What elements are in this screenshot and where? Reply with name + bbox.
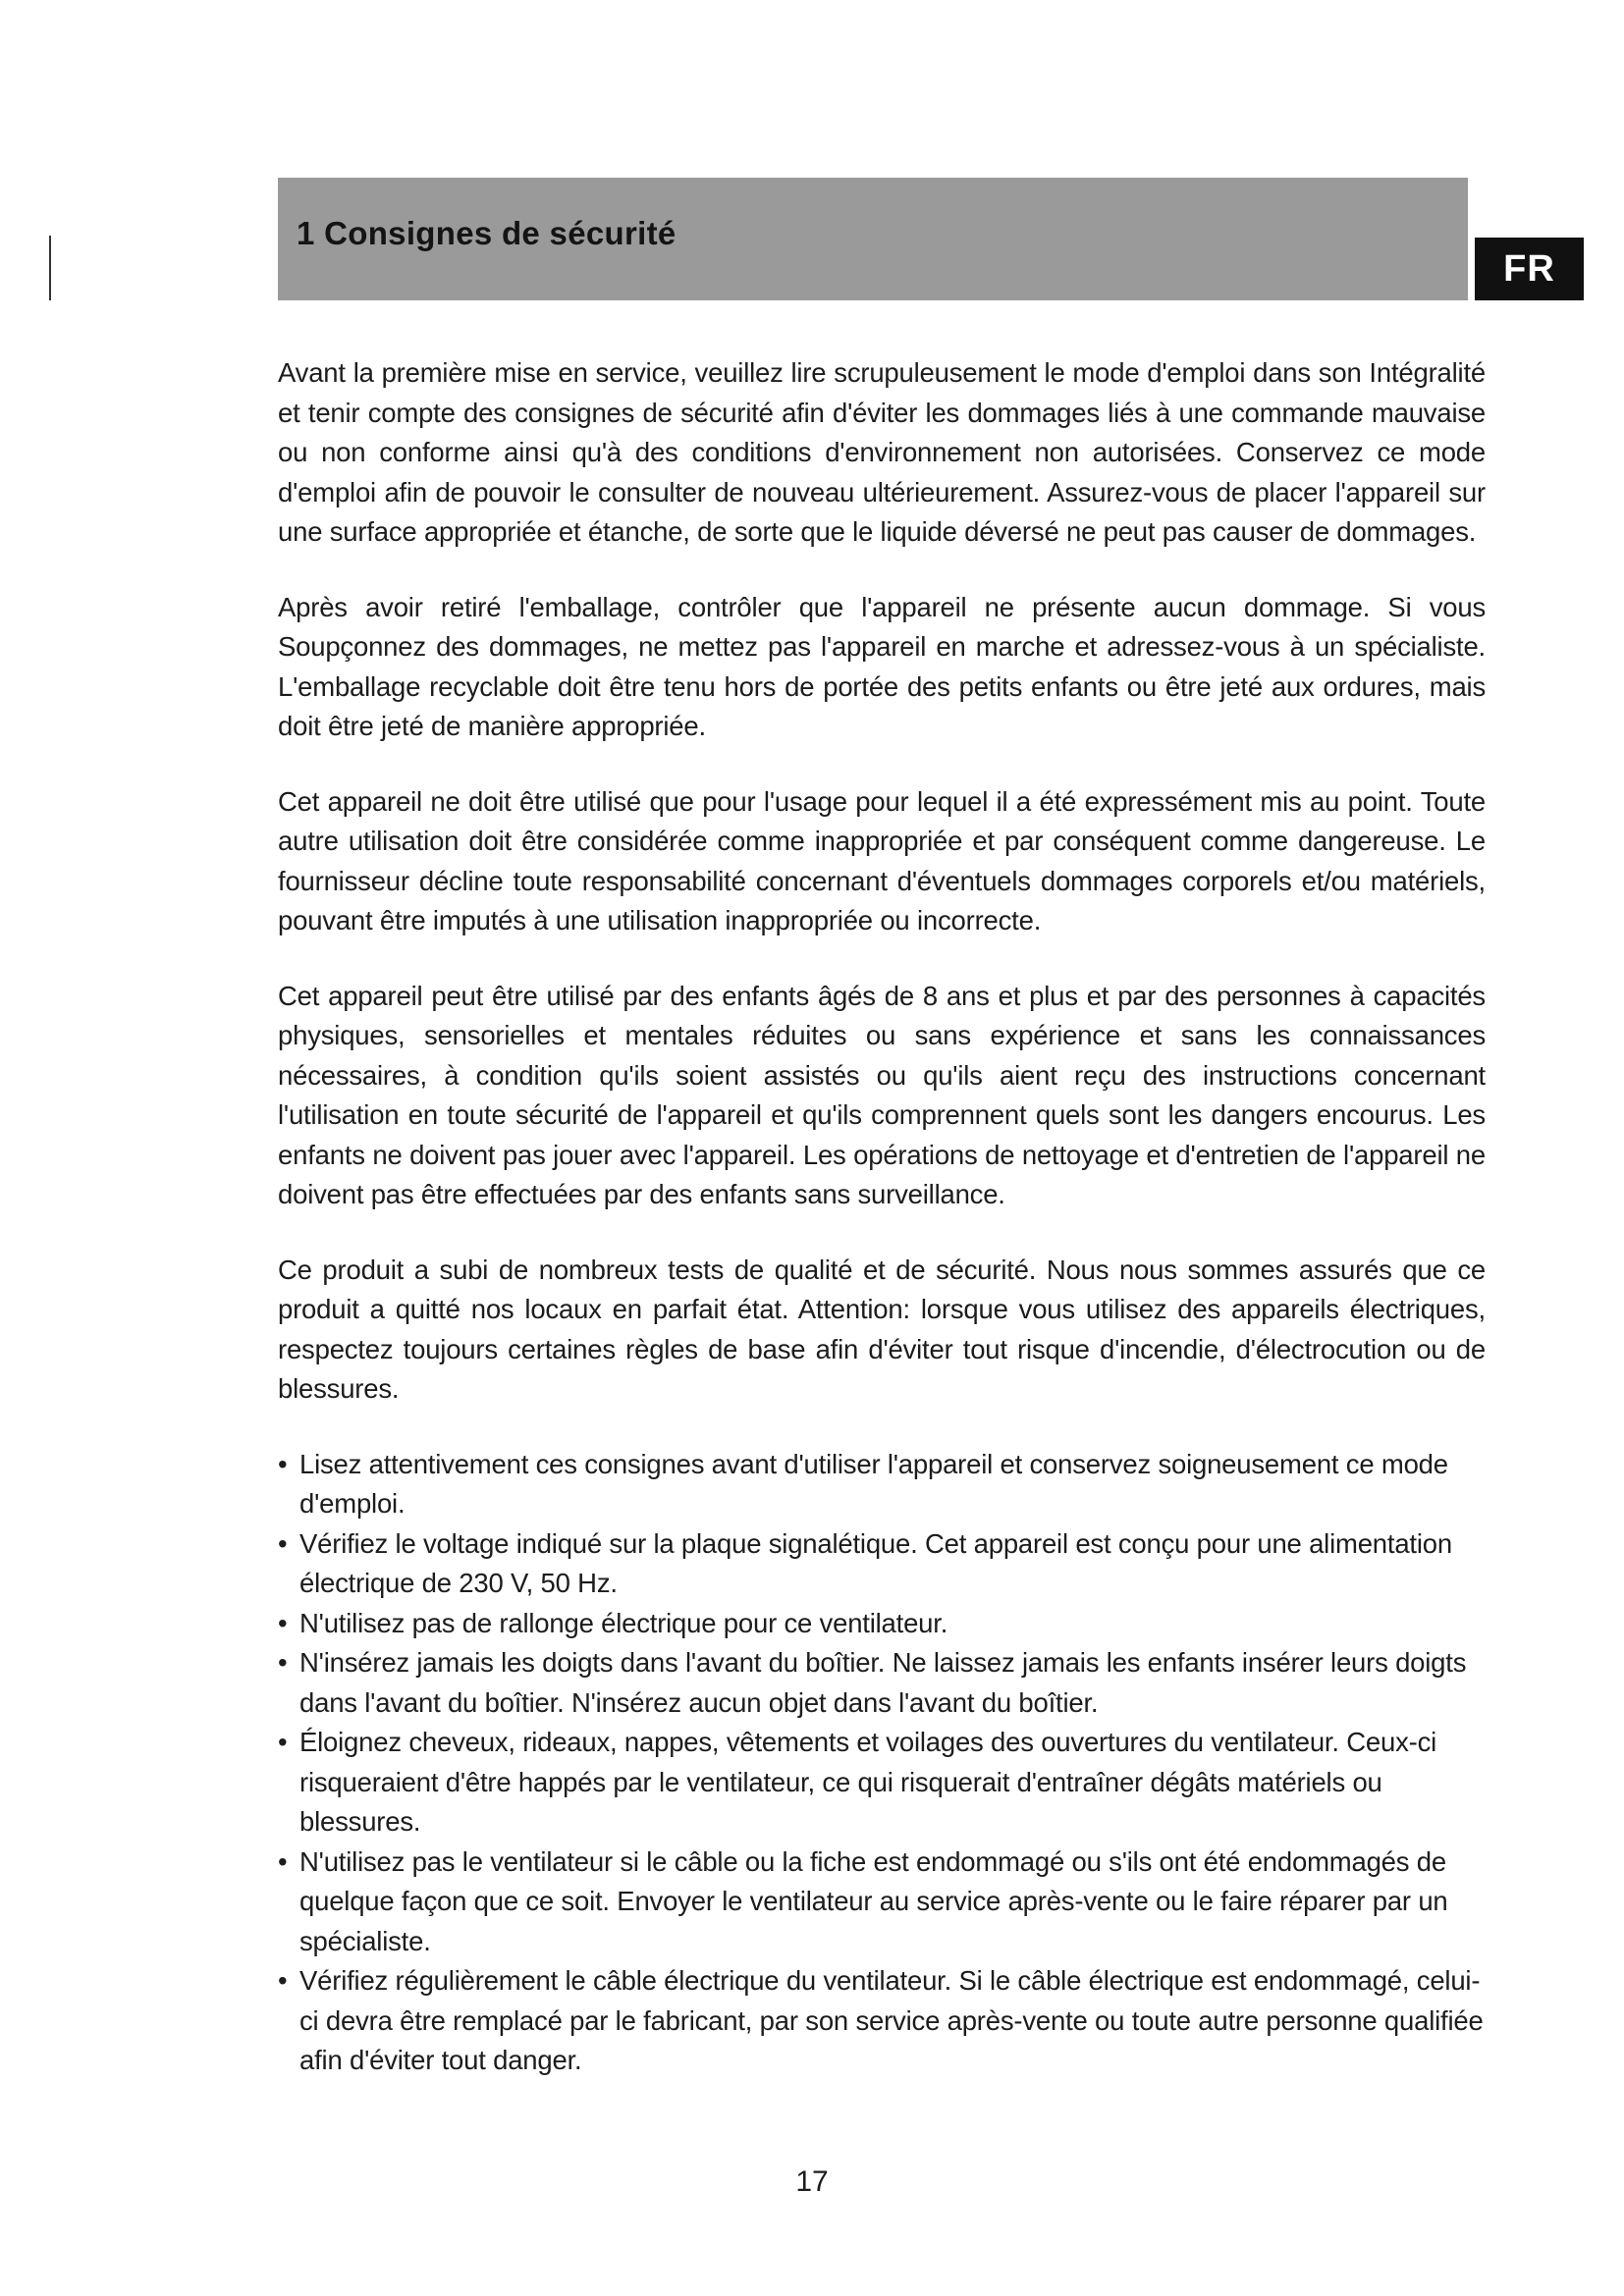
list-item	[278, 1524, 1486, 1604]
paragraph: Après avoir retiré l'emballage, contrôler que l'appareil ne présente aucun dommage. Si vous Soupçonnez des dommages, ne mettez pas l'appareil en marche et adressez-vous à un spécialiste. L'emballage recyclable doit être tenu hors de portée des petits enfants ou être jeté aux ordures, mais doit être jeté de manière appropriée.	[278, 591, 1486, 741]
safety-list	[278, 1445, 1486, 2081]
list-item-text: Éloignez cheveux, rideaux, nappes, vêtements et voilages des ouvertures du ventilateur. Ceux-ci risqueraient d'être happés par le ventilateur, ce qui risquerait d'entraîner dégâts matériels ou blessures.	[299, 1727, 1437, 1837]
section-header	[278, 178, 1468, 300]
paragraph: Avant la première mise en service, veuillez lire scrupuleusement le mode d'emploi dans son Intégralité et tenir compte des consignes de sécurité afin d'éviter les dommages liés à une commande mauvaise ou non conforme ainsi qu'à des conditions d'environnement non autorisées. Conservez ce mode d'emploi afin de pouvoir le consulter de nouveau ultérieurement. Assurez-vous de placer l'appareil sur une surface appropriée et étanche, de sorte que le liquide déversé ne peut pas causer de dommages.	[278, 357, 1486, 547]
bullet-icon: •	[278, 1845, 288, 1877]
bullet-icon: •	[278, 1727, 288, 1757]
bullet-icon: •	[278, 1965, 288, 1996]
list-item-text: Vérifiez le voltage indiqué sur la plaque signalétique. Cet appareil est conçu pour une alimentation électrique de 230 V, 50 Hz.	[299, 1527, 1452, 1598]
list-item	[278, 1842, 1486, 1962]
paragraph: Cet appareil peut être utilisé par des enfants âgés de 8 ans et plus et par des personnes à capacités physiques, sensorielles et mentales réduites ou sans expérience et sans les connaissances nécessaires, à condition qu'ils soient assistés ou qu'ils aient reçu des instructions concernant l'utilisation en toute sécurité de l'appareil et qu'ils comprennent quels sont les dangers encourus. Les enfants ne doivent pas jouer avec l'appareil. Les opérations de nettoyage et d'entretien de l'appareil ne doivent pas être effectuées par des enfants sans surveillance.	[278, 980, 1486, 1209]
bullet-icon: •	[278, 1448, 288, 1479]
section-title: 1 Consignes de sécurité	[297, 215, 677, 251]
list-item-text: N'utilisez pas le ventilateur si le câble ou la fiche est endommagé ou s'ils ont été endommagés de quelque façon que ce soit. Envoyer le ventilateur au service après-vente ou le faire réparer par un spécialiste.	[299, 1845, 1448, 1956]
bullet-icon: •	[278, 1607, 288, 1638]
list-item-text: Vérifiez régulièrement le câble électrique du ventilateur. Si le câble électrique est endommagé, celui-ci devra être remplacé par le fabricant, par son service après-vente ou toute autre personne qualifiée afin d'éviter tout danger.	[299, 1965, 1484, 2075]
page-number: 17	[795, 2165, 829, 2198]
bullet-icon: •	[278, 1647, 288, 1678]
document-body	[278, 353, 1486, 2081]
list-item	[278, 1445, 1486, 1524]
paragraph: Ce produit a subi de nombreux tests de qualité et de sécurité. Nous nous sommes assurés que ce produit a quitté nos locaux en parfait état. Attention: lorsque vous utilisez des appareils électriques, respectez toujours certaines règles de base afin d'éviter tout risque d'incendie, d'électrocution ou de blessures.	[278, 1254, 1486, 1404]
language-badge: FR	[1475, 238, 1584, 300]
margin-mark	[49, 236, 51, 300]
list-item	[278, 1643, 1486, 1723]
list-item-text: N'insérez jamais les doigts dans l'avant du boîtier. Ne laissez jamais les enfants insérer leurs doigts dans l'avant du boîtier. N'insérez aucun objet dans l'avant du boîtier.	[299, 1647, 1467, 1718]
bullet-icon: •	[278, 1527, 288, 1559]
list-item	[278, 1961, 1486, 2081]
list-item	[278, 1723, 1486, 1842]
list-item-text: N'utilisez pas de rallonge électrique pour ce ventilateur.	[299, 1607, 948, 1638]
list-item-text: Lisez attentivement ces consignes avant d'utiliser l'appareil et conservez soigneusement ce mode d'emploi.	[299, 1448, 1448, 1519]
list-item	[278, 1604, 1486, 1644]
paragraph: Cet appareil ne doit être utilisé que pour l'usage pour lequel il a été expressément mis au point. Toute autre utilisation doit être considérée comme inappropriée et par conséquent comme dangereuse. Le fournisseur décline toute responsabilité concernant d'éventuels dommages corporels et/ou matériels, pouvant être imputés à une utilisation inappropriée ou incorrecte.	[278, 785, 1486, 935]
